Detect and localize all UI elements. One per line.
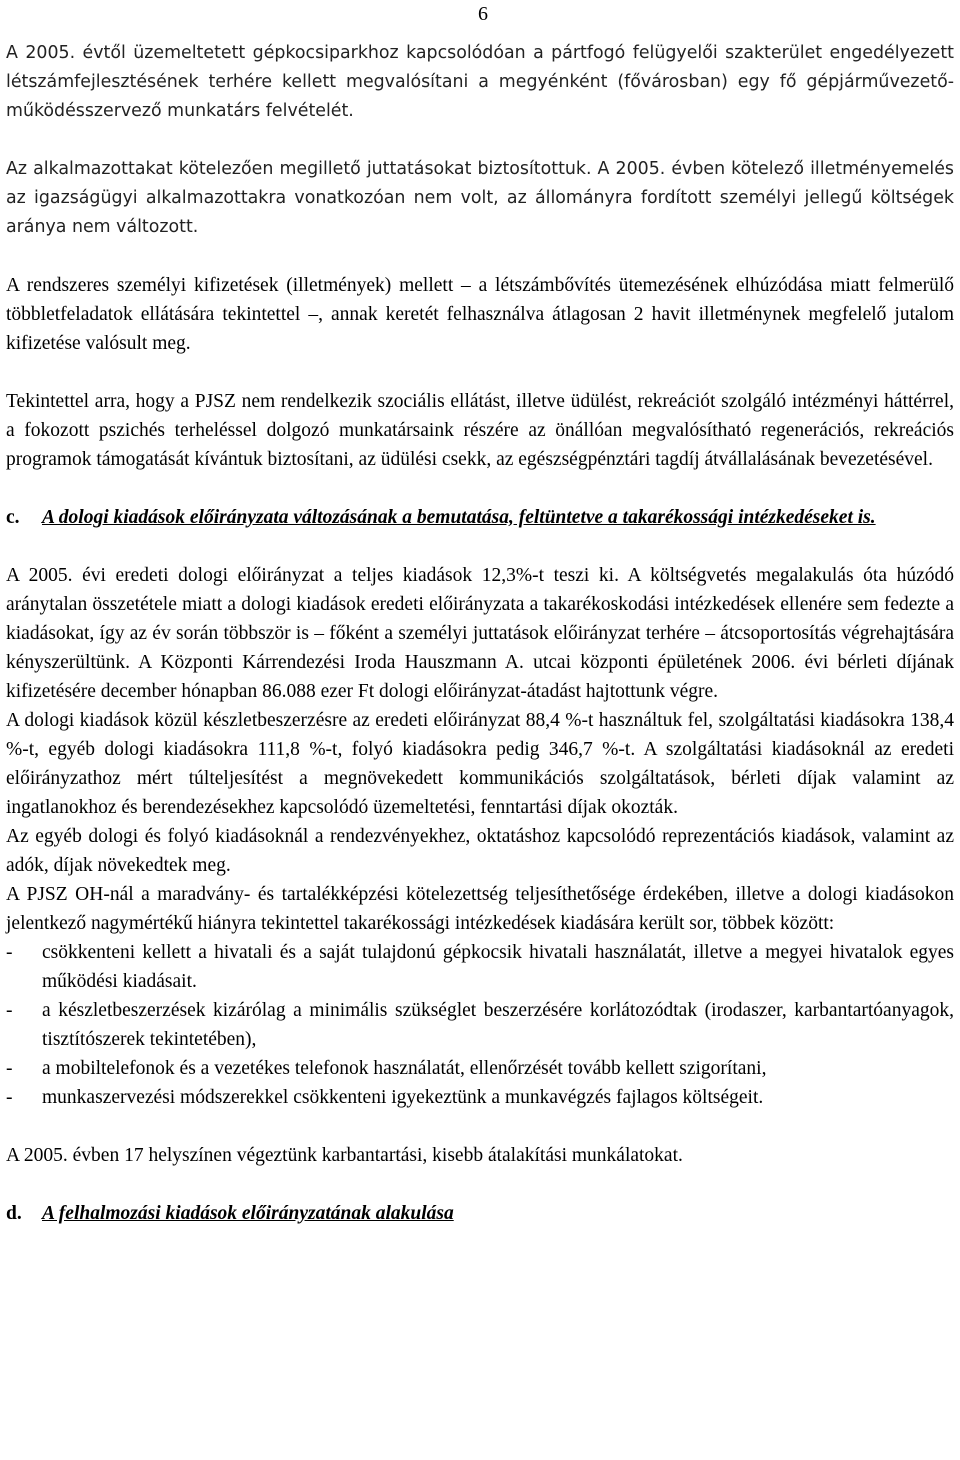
section-title-d: A felhalmozási kiadások előirányzatának alakulása [42,1203,454,1224]
list-dash: - [6,1000,13,1021]
list-item [6,996,954,1054]
paragraph-payments: A rendszeres személyi kifizetések (illetmények) mellett – a létszámbővítés ütemezésének elhúzódása miatt felmerülő többletfeladatok ellátására tekintettel –, annak keretét felhasználva átlagosan 2 havit illetménynek megfelelő jutalom kifizetése valósult meg. [6,275,954,354]
paragraph-savings-intro: A PJSZ OH-nál a maradvány- és tartalékképzési kötelezettség teljesíthetősége érdekében, illetve a dologi kiadásokon jelentkező nagymértékű hiányra tekintettel takarékossági intézkedések kiadására került sor, többek között: [6,884,954,934]
document-body [6,39,954,1228]
list-item-text: a mobiltelefonok és a vezetékes telefonok használatát, ellenőrzését tovább kellett szigorítani, [42,1058,767,1079]
paragraph-maintenance: A 2005. évben 17 helyszínen végeztünk karbantartási, kisebb átalakítási munkálatokat. [6,1145,683,1166]
list-item [6,1083,954,1112]
paragraph-material-budget: A 2005. évi eredeti dologi előirányzat a teljes kiadások 12,3%-t teszi ki. A költségvetés megalakulás óta húzódó aránytalan összetétele miatt a dologi kiadások eredeti előirányzata a takarékoskodási intézkedések ellenére sem fedezte a kiadásokat, így az év során többször is – főként a személyi juttatások előirányzat terhére – átcsoportosítás végrehajtására kényszerültünk. A Központi Kárrendezési Iroda Hauszmann A. utcai központi épületének 2006. évi bérleti díjának kifizetésére december hónapban 86.088 ezer Ft dologi előirányzat-átadást hajtottunk végre. [6,565,954,702]
page-number: 6 [478,3,488,25]
section-title-c: A dologi kiadások előirányzata változásának a bemutatása, feltüntetve a takarékossági intézkedéseket is. [42,507,876,528]
list-item [6,938,954,996]
list-item-text: a készletbeszerzések kizárólag a minimális szükséglet beszerzésére korlátozódtak (irodaszer, karbantartóanyagok, tisztítószerek tekintetében), [42,1000,954,1050]
section-heading-d [6,1199,954,1228]
section-letter-c: c. [6,507,20,528]
list-dash: - [6,1087,13,1108]
list-dash: - [6,942,13,963]
list-item-text: csökkenteni kellett a hivatali és a saját tulajdonú gépkocsik hivatali használatát, illetve a megyei hivatalok egyes működési kiadásait. [42,942,954,992]
paragraph-benefits: Az alkalmazottakat kötelezően megillető juttatásokat biztosítottuk. A 2005. évben kötelező illetményemelés az igazságügyi alkalmazottakra vonatkozóan nem volt, az állományra fordított személyi jellegű költségek aránya nem változott. [6,159,954,237]
list-item-text: munkaszervezési módszerekkel csökkenteni igyekeztünk a munkavégzés fajlagos költségeit. [42,1087,764,1108]
paragraph-staffing: A 2005. évtől üzemeltetett gépkocsiparkhoz kapcsolódóan a pártfogó felügyelői szakterület engedélyezett létszámfejlesztésének terhére kellett megvalósítani a megyénként (fővárosban) egy fő gépjárművezető- működésszervező munkatárs felvételét. [6,43,954,121]
section-heading-c [6,503,954,532]
list-dash: - [6,1058,13,1079]
paragraph-material-usage: A dologi kiadások közül készletbeszerzésre az eredeti előirányzat 88,4 %-t használtuk fel, szolgáltatási kiadásokra 138,4 %-t, egyéb dologi kiadásokra 111,8 %-t, folyó kiadásokra pedig 346,7 %-t. A szolgáltatási kiadásoknál az eredeti előirányzathoz mért túlteljesítést a megnövekedett kommunikációs szolgáltatások, bérleti díjak valamint az ingatlanokhoz és berendezésekhez kapcsolódó üzemeltetési, fenntartási díjak okozták. [6,710,954,818]
paragraph-other-expenses: Az egyéb dologi és folyó kiadásoknál a rendezvényekhez, oktatáshoz kapcsolódó reprezentációs kiadások, valamint az adók, díjak növekedtek meg. [6,826,954,876]
paragraph-recreation: Tekintettel arra, hogy a PJSZ nem rendelkezik szociális ellátást, illetve üdülést, rekreációt szolgáló intézményi háttérrel, a fokozott pszichés terheléssel dolgozó munkatársaink részére az önállóan megvalósítható regenerációs, rekreációs programok támogatását kívántuk biztosítani, az üdülési csekk, az egészségpénztári tagdíj átvállalásának bevezetésével. [6,391,954,470]
section-letter-d: d. [6,1203,22,1224]
list-item [6,1054,954,1083]
